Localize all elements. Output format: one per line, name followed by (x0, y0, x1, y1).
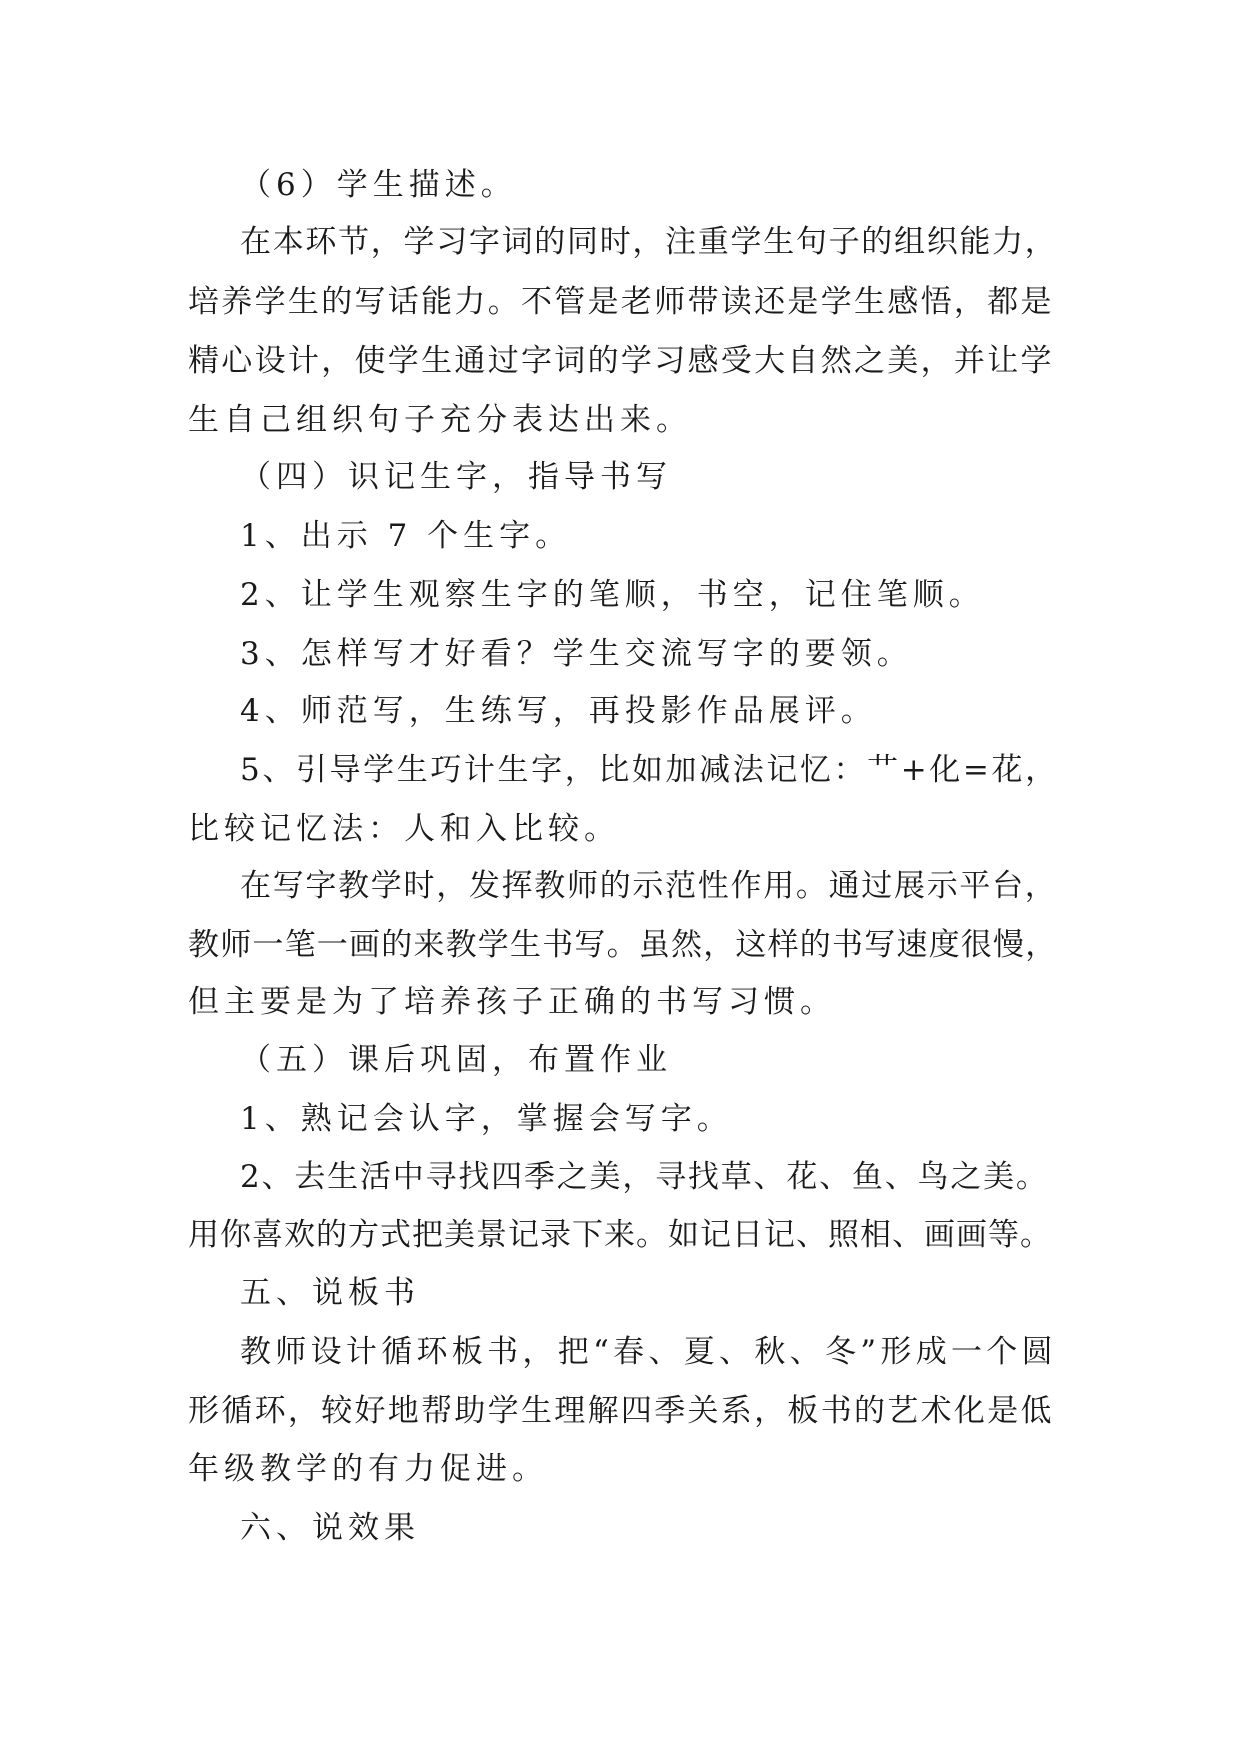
text-line: 年级教学的有力促进。 (188, 1451, 548, 1487)
text-line: 培养学生的写话能力。不管是老师带读还是学生感悟，都是 (188, 284, 1054, 320)
text-line: 在写字教学时，发挥教师的示范性作用。通过展示平台， (240, 868, 1058, 904)
list-item: 3、怎样写才好看？学生交流写字的要领。 (240, 636, 913, 672)
list-item: 2、去生活中寻找四季之美，寻找草、花、鱼、鸟之美。 (240, 1159, 1049, 1195)
text-line: 用你喜欢的方式把美景记录下来。如记日记、照相、画画等。 (188, 1217, 1052, 1253)
list-item: 5、引导学生巧计生字，比如加减法记忆：艹+化=花， (240, 752, 1059, 788)
text-line: 教师设计循环板书，把“春、夏、秋、冬”形成一个圆 (240, 1334, 1057, 1370)
text-line: （6）学生描述。 (240, 167, 517, 203)
section-heading: （四）识记生字，指导书写 (240, 459, 672, 495)
text-line: 生自己组织句子充分表达出来。 (188, 402, 692, 438)
section-heading: （五）课后巩固，布置作业 (240, 1042, 672, 1078)
list-item: 2、让学生观察生字的笔顺，书空，记住笔顺。 (240, 577, 985, 613)
section-heading: 六、说效果 (240, 1510, 420, 1546)
list-item: 1、熟记会认字，掌握会写字。 (240, 1101, 733, 1137)
section-heading: 五、说板书 (240, 1275, 420, 1311)
text-line: 比较记忆法：人和入比较。 (188, 811, 620, 847)
text-line: 但主要是为了培养孩子正确的书写习惯。 (188, 984, 836, 1020)
list-item: 4、师范写，生练写，再投影作品展评。 (240, 693, 877, 729)
text-line: 精心设计，使学生通过字词的学习感受大自然之美，并让学 (188, 343, 1054, 379)
text-line: 教师一笔一画的来教学生书写。虽然，这样的书写速度很慢， (188, 927, 1058, 963)
text-line: 在本环节，学习字词的同时，注重学生句子的组织能力， (240, 224, 1058, 260)
list-item: 1、出示 7 个生字。 (240, 518, 572, 554)
text-line: 形循环，较好地帮助学生理解四季关系，板书的艺术化是低 (188, 1393, 1054, 1429)
